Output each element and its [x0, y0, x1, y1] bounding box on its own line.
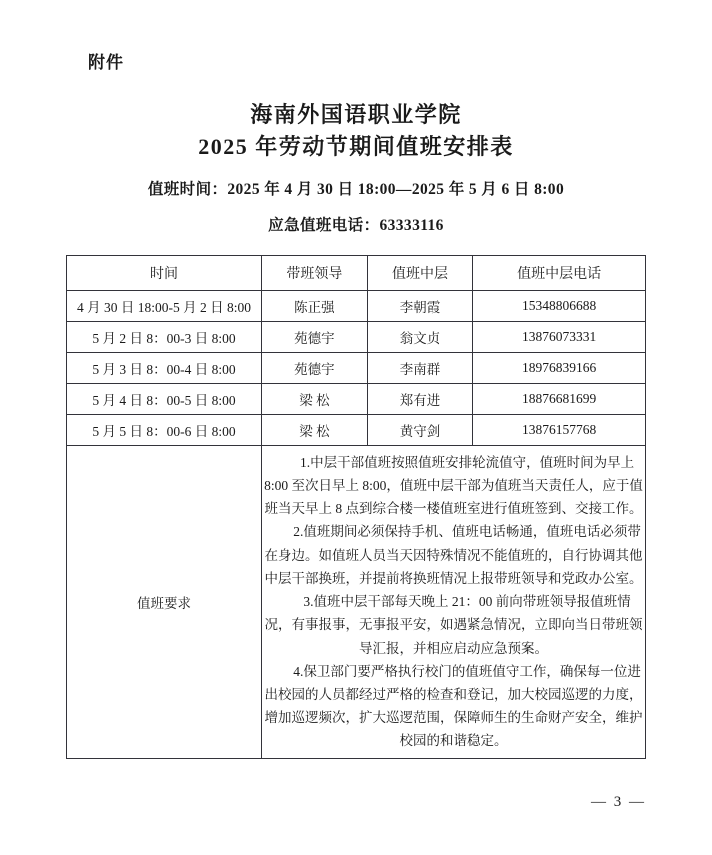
requirements-body: [262, 445, 646, 758]
page-title-line2: 2025 年劳动节期间值班安排表: [198, 133, 514, 159]
table-row: [67, 383, 646, 414]
table-header: [67, 255, 646, 290]
cell-phone: 18976839166: [473, 352, 646, 383]
cell-leader: 苑德宇: [262, 352, 368, 383]
cell-leader: 梁 松: [262, 414, 368, 445]
cell-leader: 苑德宇: [262, 321, 368, 352]
column-header-mid: 值班中层: [367, 255, 473, 290]
cell-mid: 李朝霞: [367, 290, 473, 321]
cell-mid: 李南群: [367, 352, 473, 383]
table-header-row: [67, 255, 646, 290]
page-number: — 3 —: [591, 794, 646, 810]
title-block: [66, 99, 646, 163]
cell-phone: 18876681699: [473, 383, 646, 414]
table-row: [67, 414, 646, 445]
requirement-item: 3.值班中层干部每天晚上 21：00 前向带班领导报值班情况，有事报事，无事报平安，如遇紧急情况，立即向当日带班领导汇报，并相应启动应急预案。: [264, 594, 643, 656]
duty-period-subtitle: 值班时间：2025 年 4 月 30 日 18:00—2025 年 5 月 6 日 8:00: [147, 180, 565, 198]
table-row: [67, 352, 646, 383]
cell-time: 5 月 4 日 8：00-5 日 8:00: [67, 383, 262, 414]
cell-time: 5 月 3 日 8：00-4 日 8:00: [67, 352, 262, 383]
column-header-time: 时间: [67, 255, 262, 290]
requirements-row: [67, 445, 646, 758]
cell-time: 5 月 5 日 8：00-6 日 8:00: [67, 414, 262, 445]
table-row: [67, 321, 646, 352]
attachment-label: 附件: [88, 53, 124, 72]
duty-schedule-table: [66, 255, 646, 759]
cell-time: 4 月 30 日 18:00-5 月 2 日 8:00: [67, 290, 262, 321]
requirement-item: 4.保卫部门要严格执行校门的值班值守工作，确保每一位进出校园的人员都经过严格的检查和登记，加大校园巡逻的力度，增加巡逻频次，扩大巡逻范围，保障师生的生命财产安全，维护校园的和谐稳定。: [264, 663, 643, 749]
emergency-phone-line: 应急值班电话：63333116: [268, 216, 444, 234]
cell-time: 5 月 2 日 8：00-3 日 8:00: [67, 321, 262, 352]
cell-phone: 15348806688: [473, 290, 646, 321]
requirement-item: 2.值班期间必须保持手机、值班电话畅通，值班电话必须带在身边。如值班人员当天因特殊情况不能值班的，自行协调其他中层干部换班，并提前将换班情况上报带班领导和党政办公室。: [264, 524, 643, 586]
cell-phone: 13876157768: [473, 414, 646, 445]
cell-phone: 13876073331: [473, 321, 646, 352]
table-body: [67, 290, 646, 758]
column-header-phone: 值班中层电话: [473, 255, 646, 290]
table-row: [67, 290, 646, 321]
requirement-item: 1.中层干部值班按照值班安排轮流值守，值班时间为早上 8:00 至次日早上 8:00，值班中层干部为值班当天责任人，应于值班当天早上 8 点到综合楼一楼值班室进行值班签到、交接工作。: [264, 454, 643, 517]
cell-mid: 郑有进: [367, 383, 473, 414]
cell-mid: 翁文贞: [367, 321, 473, 352]
column-header-leader: 带班领导: [262, 255, 368, 290]
cell-leader: 梁 松: [262, 383, 368, 414]
requirements-label: 值班要求: [67, 445, 262, 758]
cell-leader: 陈正强: [262, 290, 368, 321]
cell-mid: 黄守剑: [367, 414, 473, 445]
page-title-line1: 海南外国语职业学院: [250, 102, 462, 127]
